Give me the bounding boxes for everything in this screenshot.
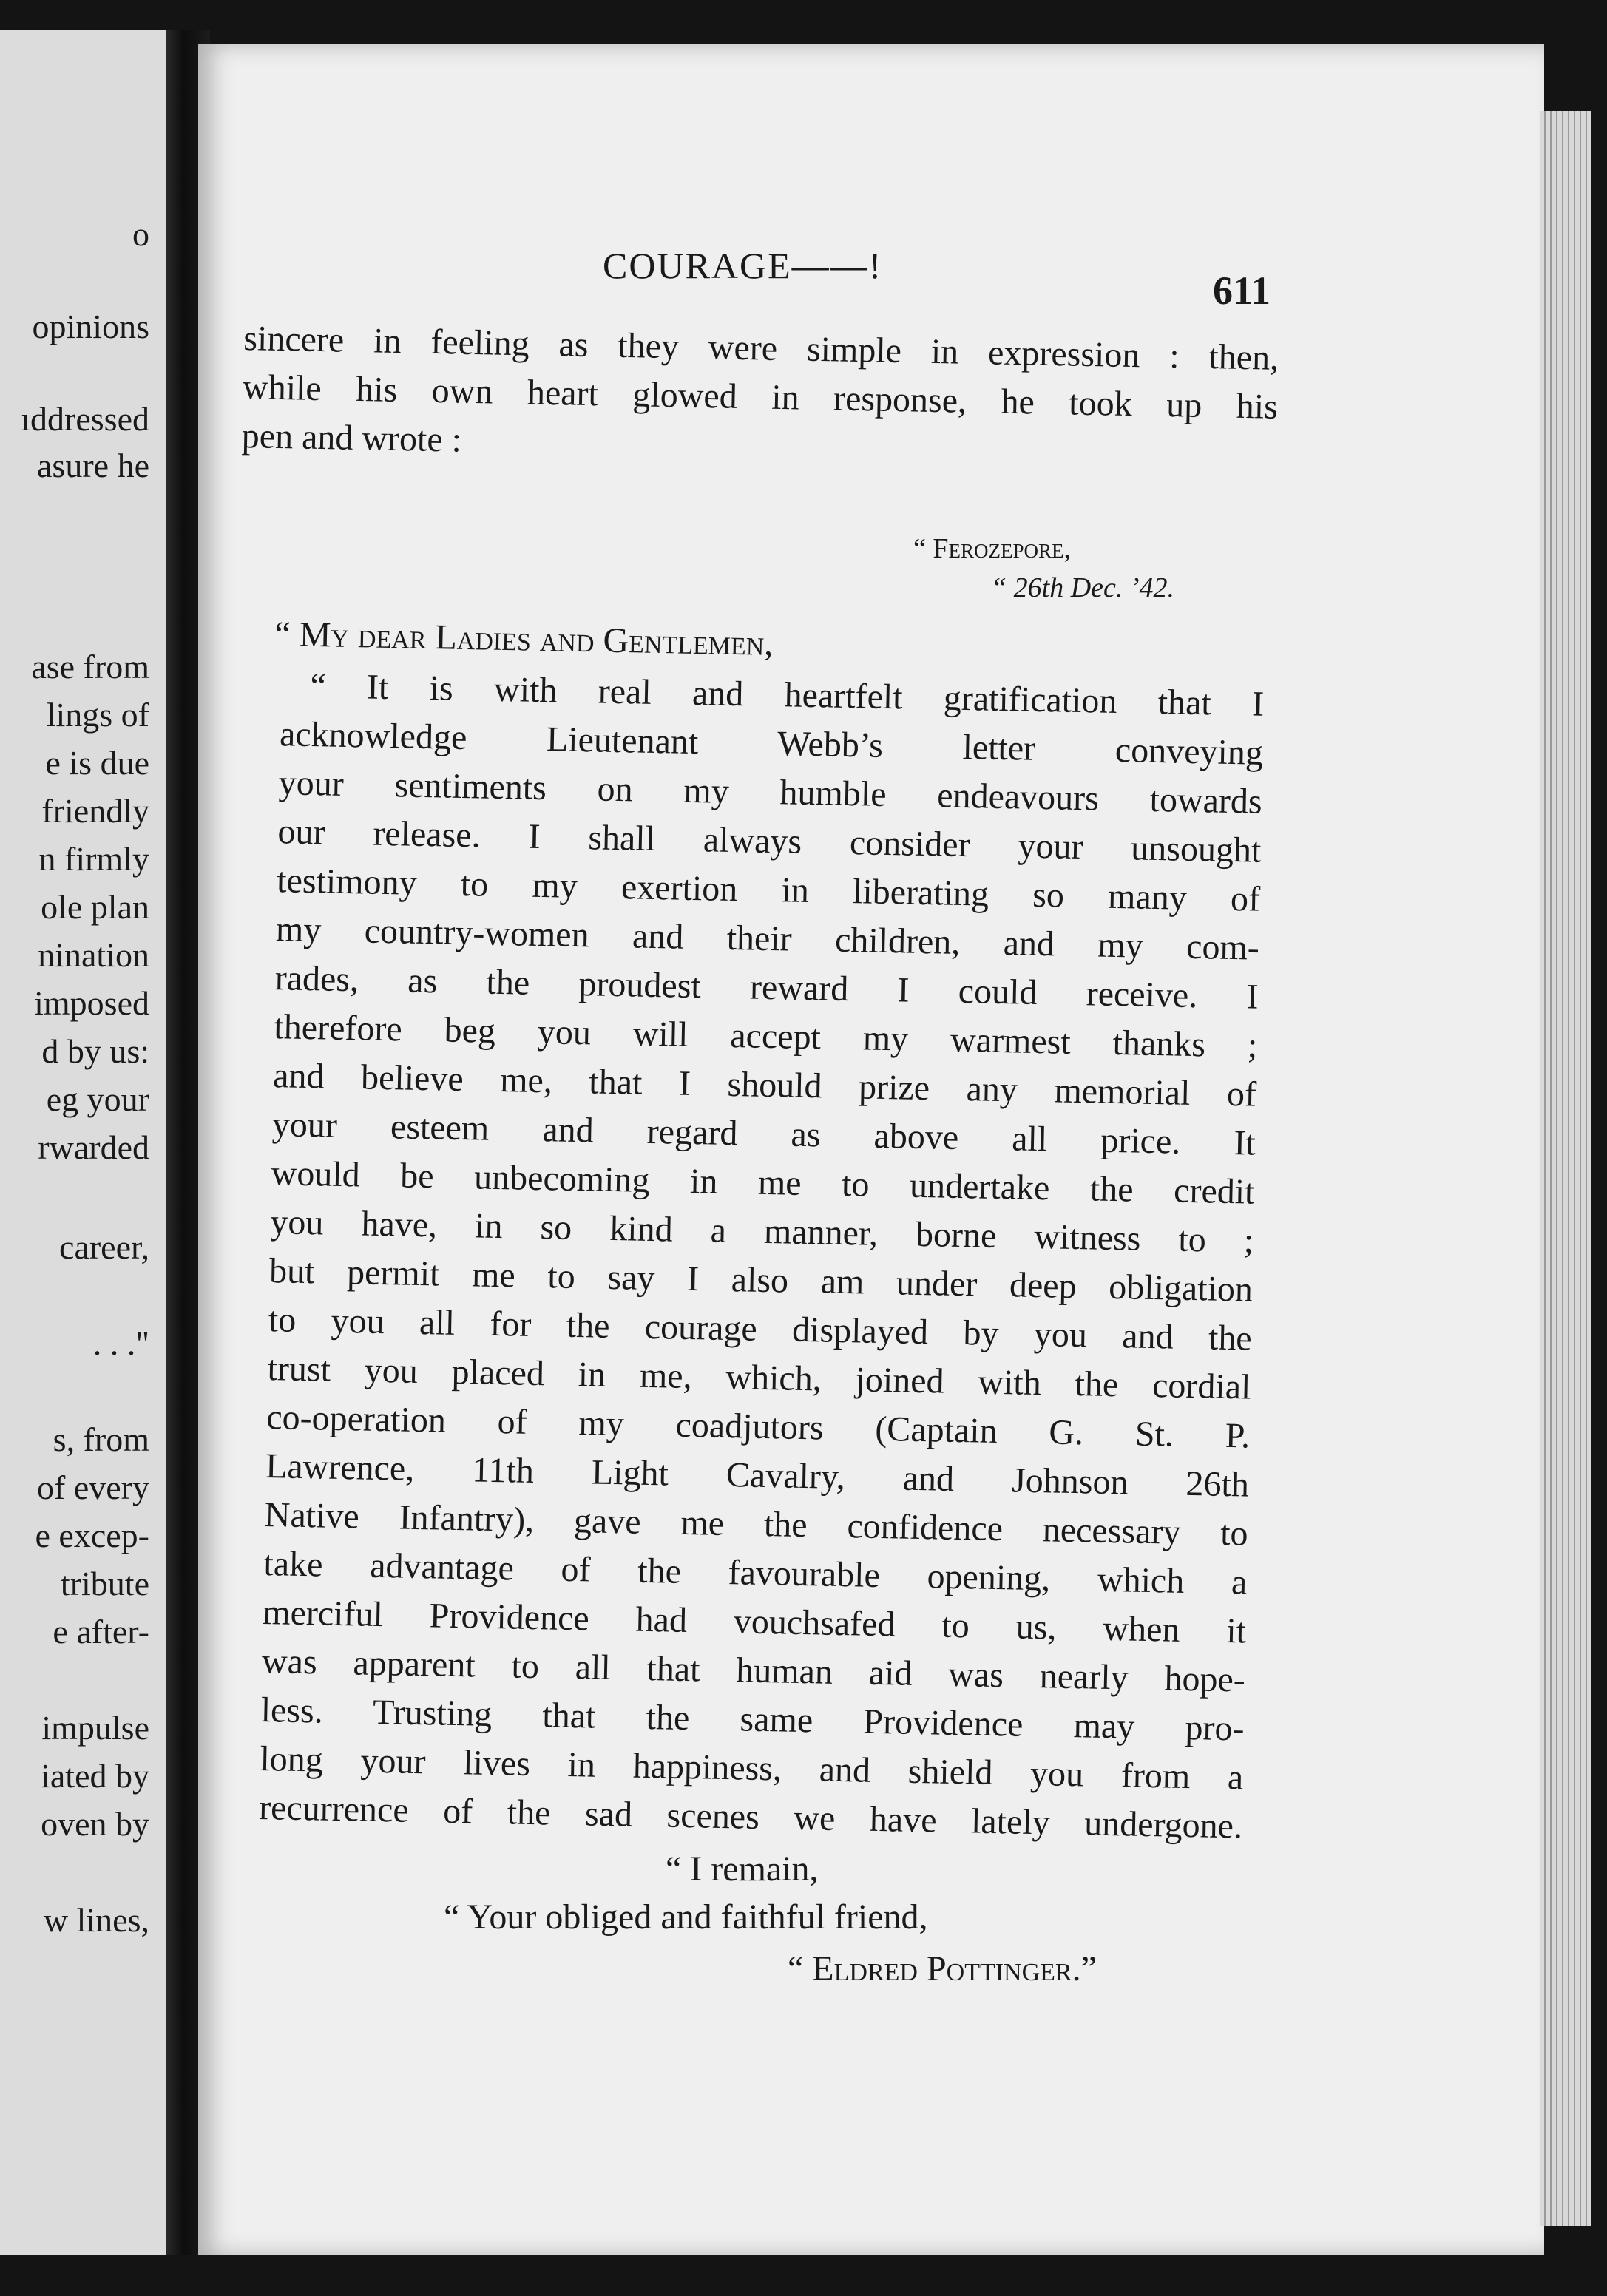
page-number: 611 [1213,268,1271,313]
left-fragment: d by us: [41,1032,149,1070]
text-line: our release. I shall always consider your unsought [277,812,1262,870]
text-line: trust you placed in me, which, joined with the cordial [267,1349,1251,1407]
text-line: testimony to my exertion in liberating so many of [276,861,1261,919]
text-line: sincere in feeling as they were simple in expression : then, [243,318,1279,378]
left-fragment: ole plan [41,888,149,926]
left-page [0,30,172,2255]
letter-body [258,662,1265,1851]
left-fragment: eg your [46,1080,149,1118]
text-line: pen and wrote : [241,416,462,460]
left-fragment: n firmly [38,840,149,878]
left-fragment: opinions [32,308,149,345]
left-fragment: w lines, [43,1901,149,1939]
left-fragment: of every [37,1469,149,1506]
text-line: take advantage of the favourable opening, which a [263,1544,1248,1602]
text-line: was apparent to all that human aid was nearly hope- [261,1641,1246,1700]
left-fragment: . . ." [92,1324,149,1362]
text-line: Native Infantry), gave me the confidence necessary to [264,1495,1249,1554]
text-line: less. Trusting that the same Providence may pro- [260,1690,1245,1749]
left-fragment: impulse [41,1709,149,1747]
text-line: acknowledge Lieutenant Webb’s letter conveying [279,714,1264,773]
text-line: your sentiments on my humble endeavours towards [278,763,1263,822]
text-line: long your lives in happiness, and shield you from a [260,1738,1244,1798]
intro-paragraph [241,314,1279,481]
text-line: recurrence of the sad scenes we have lately undergone. [258,1787,1243,1846]
text-line: Lawrence, 11th Light Cavalry, and Johnson 26th [265,1446,1250,1505]
text-line: and believe me, that I should prize any memorial of [272,1056,1257,1114]
left-fragment: asure he [37,447,149,484]
left-fragment: o [132,215,149,253]
left-fragment: ase from [31,648,149,685]
left-fragment: rwarded [38,1128,149,1166]
salutation: “ My dear Ladies and Gentlemen, [274,614,774,663]
text-line: while his own heart glowed in response, he took up his [242,367,1279,427]
closing-remain: “ I remain, [666,1849,819,1889]
left-fragment: e excep- [35,1517,149,1554]
left-fragment: s, from [53,1420,149,1458]
closing-friend: “ Your obliged and faithful friend, [444,1897,928,1937]
text-line: but permit me to say I also am under deep obligation [268,1251,1254,1310]
signature: “ Eldred Pottinger.” [788,1949,1097,1988]
text-line: “ It is with real and heartfelt gratification that I [309,666,1265,724]
left-fragment: lings of [46,696,149,734]
place-line: “ Ferozepore, [913,533,1072,564]
left-fragment: imposed [34,984,149,1022]
left-fragment: tribute [60,1565,149,1602]
left-fragment: oven by [41,1805,149,1843]
text-line: my country-women and their children, and my com- [275,910,1260,968]
left-fragment: e after- [53,1613,149,1650]
left-fragment: e is due [45,744,149,782]
text-line: therefore beg you will accept my warmest thanks ; [274,1007,1258,1066]
text-line: you have, in so kind a manner, borne witness to ; [269,1202,1254,1261]
text-line: would be unbecoming in me to undertake the credit [271,1154,1255,1212]
text-line: to you all for the courage displayed by you and the [268,1300,1253,1358]
left-fragment: ıddressed [21,400,149,438]
text-line: co-operation of my coadjutors (Captain G. St. P. [265,1398,1251,1456]
running-head: COURAGE——! [603,245,883,286]
text-line: rades, as the proudest reward I could receive. I [274,958,1259,1017]
left-fragment: friendly [41,792,149,830]
left-fragment: iated by [41,1757,149,1795]
page-edges [1540,111,1591,2226]
text-line: merciful Providence had vouchsafed to us, when it [262,1593,1247,1651]
text-line: your esteem and regard as above all price. It [271,1105,1256,1163]
date-line: “ 26th Dec. ’42. [991,572,1175,603]
left-fragment: career, [59,1228,149,1266]
left-fragment: nination [38,936,149,974]
